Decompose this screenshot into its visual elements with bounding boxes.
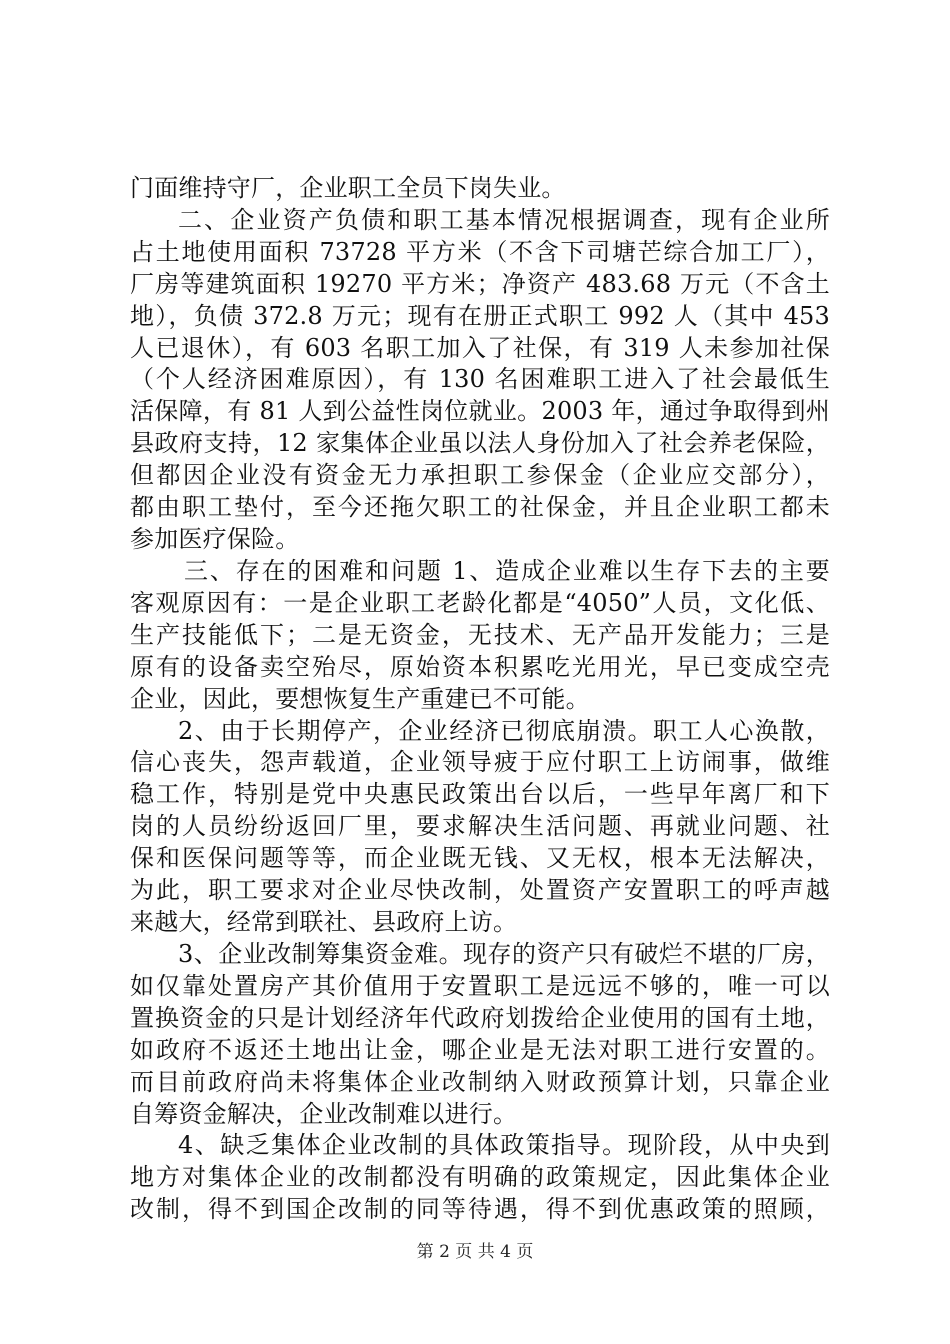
section-heading-line: 三、存在的困难和问题 1、造成企业难以生存下去的主要: [184, 557, 830, 585]
text-line: 而目前政府尚未将集体企业改制纳入财政预算计划，只靠企业: [130, 1068, 830, 1096]
text-line: 改制，得不到国企改制的同等待遇，得不到优惠政策的照顾，: [130, 1195, 830, 1223]
text-line: 县政府支持，12 家集体企业虽以法人身份加入了社会养老保险，: [130, 429, 830, 457]
text-line: 企业，因此，要想恢复生产重建已不可能。: [130, 685, 590, 713]
text-line: 岗的人员纷纷返回厂里，要求解决生活问题、再就业问题、社: [130, 812, 830, 840]
text-line: 信心丧失，怨声载道，企业领导疲于应付职工上访闹事，做维: [130, 748, 830, 776]
text-line: 如政府不返还土地出让金，哪企业是无法对职工进行安置的。: [130, 1036, 830, 1064]
paragraph-start-line: 4、缺乏集体企业改制的具体政策指导。现阶段，从中央到: [178, 1131, 830, 1159]
text-line: 来越大，经常到联社、县政府上访。: [130, 908, 518, 936]
paragraph-start-line: 3、企业改制筹集资金难。现存的资产只有破烂不堪的厂房，: [178, 940, 830, 968]
text-line: 置换资金的只是计划经济年代政府划拨给企业使用的国有土地，: [130, 1004, 830, 1032]
text-line: 生产技能低下；二是无资金，无技术、无产品开发能力；三是: [130, 621, 830, 649]
text-line: 活保障，有 81 人到公益性岗位就业。2003 年，通过争取得到州: [130, 397, 830, 425]
text-line: 如仅靠处置房产其价值用于安置职工是远远不够的，唯一可以: [130, 972, 830, 1000]
section-heading-line: 二、企业资产负债和职工基本情况根据调查，现有企业所: [178, 206, 830, 234]
text-line: 原有的设备卖空殆尽，原始资本积累吃光用光，早已变成空壳: [130, 653, 830, 681]
text-line: 厂房等建筑面积 19270 平方米；净资产 483.68 万元（不含土: [130, 270, 830, 298]
text-line: （个人经济困难原因），有 130 名困难职工进入了社会最低生: [130, 365, 830, 393]
text-line: 地方对集体企业的改制都没有明确的政策规定，因此集体企业: [130, 1163, 830, 1191]
text-line: 地），负债 372.8 万元；现有在册正式职工 992 人（其中 453: [130, 302, 830, 330]
text-line: 人已退休），有 603 名职工加入了社保，有 319 人未参加社保: [130, 334, 830, 362]
text-line: 稳工作，特别是党中央惠民政策出台以后，一些早年离厂和下: [130, 780, 830, 808]
text-line: 但都因企业没有资金无力承担职工参保金（企业应交部分），: [130, 461, 830, 489]
text-line: 自筹资金解决，企业改制难以进行。: [130, 1100, 518, 1128]
text-line: 占土地使用面积 73728 平方米（不含下司塘芒综合加工厂），: [130, 238, 830, 266]
text-line: 保和医保问题等等，而企业既无钱、又无权，根本无法解决，: [130, 844, 830, 872]
page-number-footer: 第 2 页 共 4 页: [416, 1242, 534, 1262]
text-line: 都由职工垫付，至今还拖欠职工的社保金，并且企业职工都未: [130, 493, 830, 521]
text-line: 客观原因有：一是企业职工老龄化都是“4050”人员，文化低、: [130, 589, 830, 617]
text-line: 为此，职工要求对企业尽快改制，处置资产安置职工的呼声越: [130, 876, 830, 904]
text-line: 参加医疗保险。: [130, 525, 300, 553]
text-line: 门面维持守厂，企业职工全员下岗失业。: [130, 174, 566, 202]
paragraph-start-line: 2、由于长期停产，企业经济已彻底崩溃。职工人心涣散，: [178, 717, 830, 745]
